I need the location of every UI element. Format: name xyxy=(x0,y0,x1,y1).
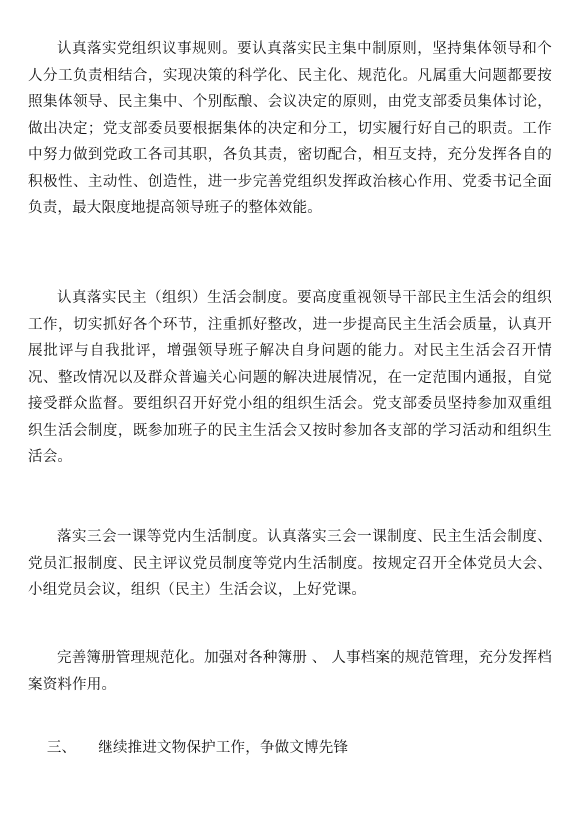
paragraph-records-management: 完善簿册管理规范化。加强对各种簿册 、 人事档案的规范管理，充分发挥档案资料作用。 xyxy=(28,650,552,693)
section-heading xyxy=(28,735,552,762)
section-number: 三、 xyxy=(46,740,77,756)
paragraph-three-meetings: 落实三会一课等党内生活制度。认真落实三会一课制度、民主生活会制度、党员汇报制度、民主评议党员制度等党内生活制度。按规定召开全体党员大会、小组党员会议，组织（民主）生活会议，上好党课。 xyxy=(28,529,552,598)
section-title: 继续推进文物保护工作，争做文博先锋 xyxy=(98,740,349,756)
paragraph-party-rules: 认真落实党组织议事规则。要认真落实民主集中制原则，坚持集体领导和个人分工负责相结合，实现决策的科学化、民主化、规范化。凡属重大问题都要按照集体领导、民主集中、个别酝酿、会议决定的原则，由党支部委员集体讨论，做出决定；党支部委员要根据集体的决定和分工，切实履行好自己的职责。工作中努力做到党政工各司其职，各负其责，密切配合，相互支持，充分发挥各自的积极性、主动性、创造性，进一步完善党组织发挥政治核心作用、党委书记全面负责，最大限度地提高领导班子的整体效能。 xyxy=(28,41,552,216)
paragraph-democratic-life: 认真落实民主（组织）生活会制度。要高度重视领导干部民主生活会的组织工作，切实抓好各个环节，注重抓好整改，进一步提高民主生活会质量，认真开展批评与自我批评，增强领导班子解决自身问题的能力。对民主生活会召开情况、整改情况以及群众普遍关心问题的解决进展情况，在一定范围内通报，自觉接受群众监督。要组织召开好党小组的组织生活会。党支部委员坚持参加双重组织生活会制度，既参加班子的民主生活会又按时参加各支部的学习活动和组织生活会。 xyxy=(28,290,552,465)
